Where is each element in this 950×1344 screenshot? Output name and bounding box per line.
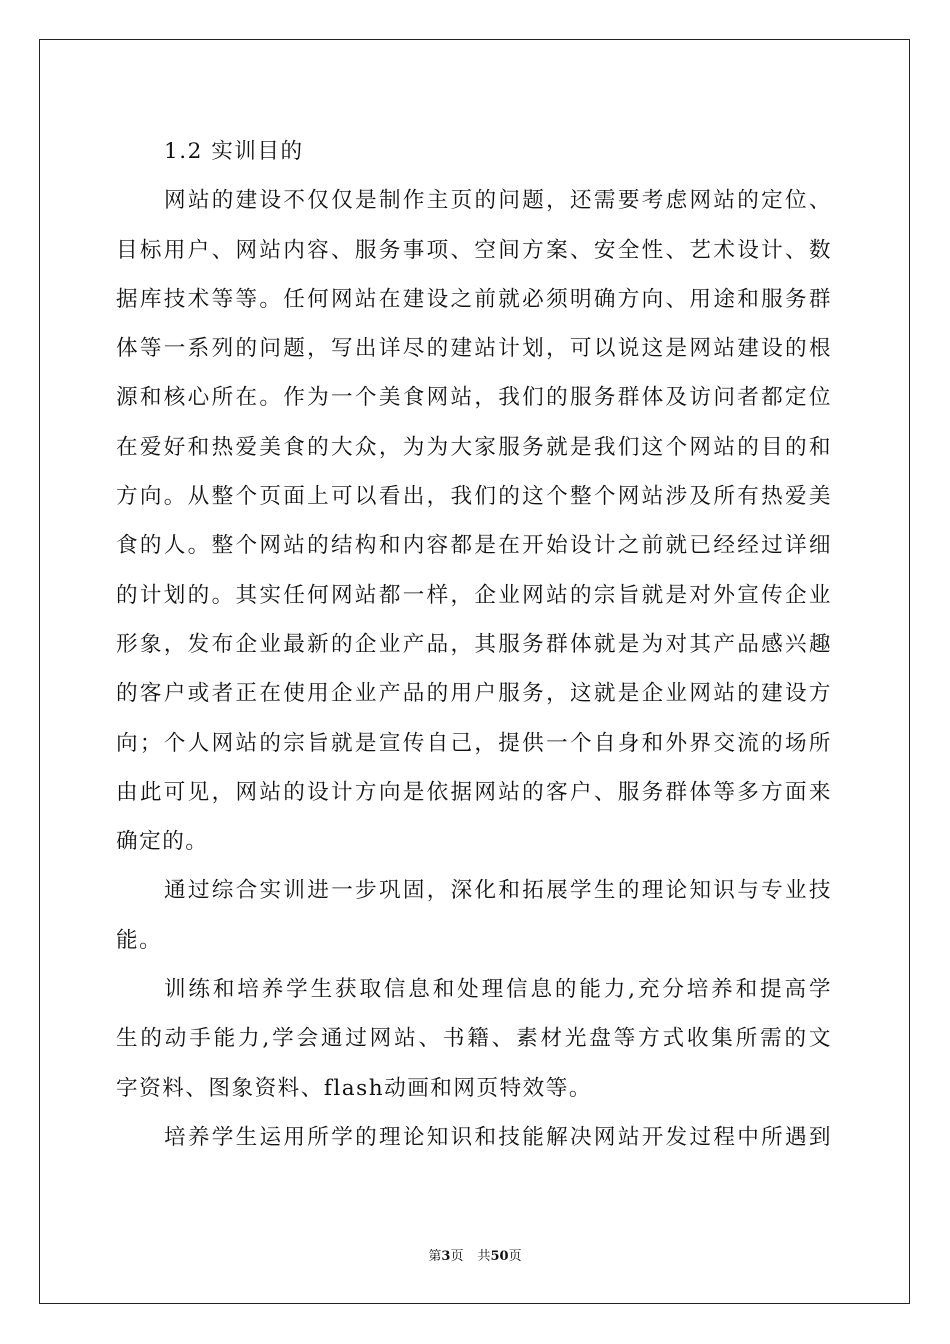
paragraph-line: 由此可见，网站的设计方向是依据网站的客户、服务群体等多方面来 bbox=[116, 779, 832, 805]
paragraph-line: 体等一系列的问题，写出详尽的建站计划，可以说这是网站建设的根 bbox=[116, 336, 832, 362]
paragraph-line: 向；个人网站的宗旨就是宣传自己，提供一个自身和外界交流的场所 bbox=[116, 730, 832, 756]
total-suffix: 页 bbox=[508, 1249, 522, 1264]
paragraph-line: 训练和培养学生获取信息和处理信息的能力,充分培养和提高学 bbox=[164, 977, 832, 1003]
paragraph-line: 确定的。 bbox=[116, 829, 209, 855]
paragraph-line: 目标用户、网站内容、服务事项、空间方案、安全性、艺术设计、数 bbox=[116, 237, 832, 263]
page-prefix: 第 bbox=[428, 1249, 442, 1264]
paragraph-line: 源和核心所在。作为一个美食网站，我们的服务群体及访问者都定位 bbox=[116, 385, 832, 411]
document-body bbox=[116, 127, 832, 1162]
paragraph-line: 网站的建设不仅仅是制作主页的问题，还需要考虑网站的定位、 bbox=[164, 188, 832, 214]
paragraph-line: 生的动手能力,学会通过网站、书籍、素材光盘等方式收集所需的文 bbox=[116, 1026, 832, 1052]
paragraph-line: 字资料、图象资料、flash动画和网页特效等。 bbox=[116, 1075, 592, 1101]
paragraph-line: 食的人。整个网站的结构和内容都是在开始设计之前就已经经过详细 bbox=[116, 533, 832, 559]
paragraph-line: 培养学生运用所学的理论知识和技能解决网站开发过程中所遇到 bbox=[164, 1124, 832, 1150]
paragraph-line: 能。 bbox=[116, 927, 163, 953]
paragraph-line: 形象，发布企业最新的企业产品，其服务群体就是为对其产品感兴趣 bbox=[116, 631, 832, 657]
paragraph-line: 据库技术等等。任何网站在建设之前就必须明确方向、用途和服务群 bbox=[116, 286, 832, 312]
paragraph-line: 方向。从整个页面上可以看出，我们的这个整个网站涉及所有热爱美 bbox=[116, 484, 832, 510]
paragraph-line: 通过综合实训进一步巩固，深化和拓展学生的理论知识与专业技 bbox=[164, 878, 832, 904]
section-heading: 1.2 实训目的 bbox=[164, 139, 304, 164]
page-footer bbox=[0, 1245, 950, 1264]
paragraph-line: 的客户或者正在使用企业产品的用户服务，这就是企业网站的建设方 bbox=[116, 681, 832, 707]
paragraph-line: 的计划的。其实任何网站都一样，企业网站的宗旨就是对外宣传企业 bbox=[116, 582, 832, 608]
page-suffix: 页 bbox=[450, 1249, 464, 1264]
page-number: 3 bbox=[441, 1249, 451, 1264]
total-pages: 50 bbox=[490, 1249, 509, 1264]
paragraph-line: 在爱好和热爱美食的大众，为为大家服务就是我们这个网站的目的和 bbox=[116, 434, 832, 460]
total-prefix: 共 bbox=[477, 1249, 491, 1264]
